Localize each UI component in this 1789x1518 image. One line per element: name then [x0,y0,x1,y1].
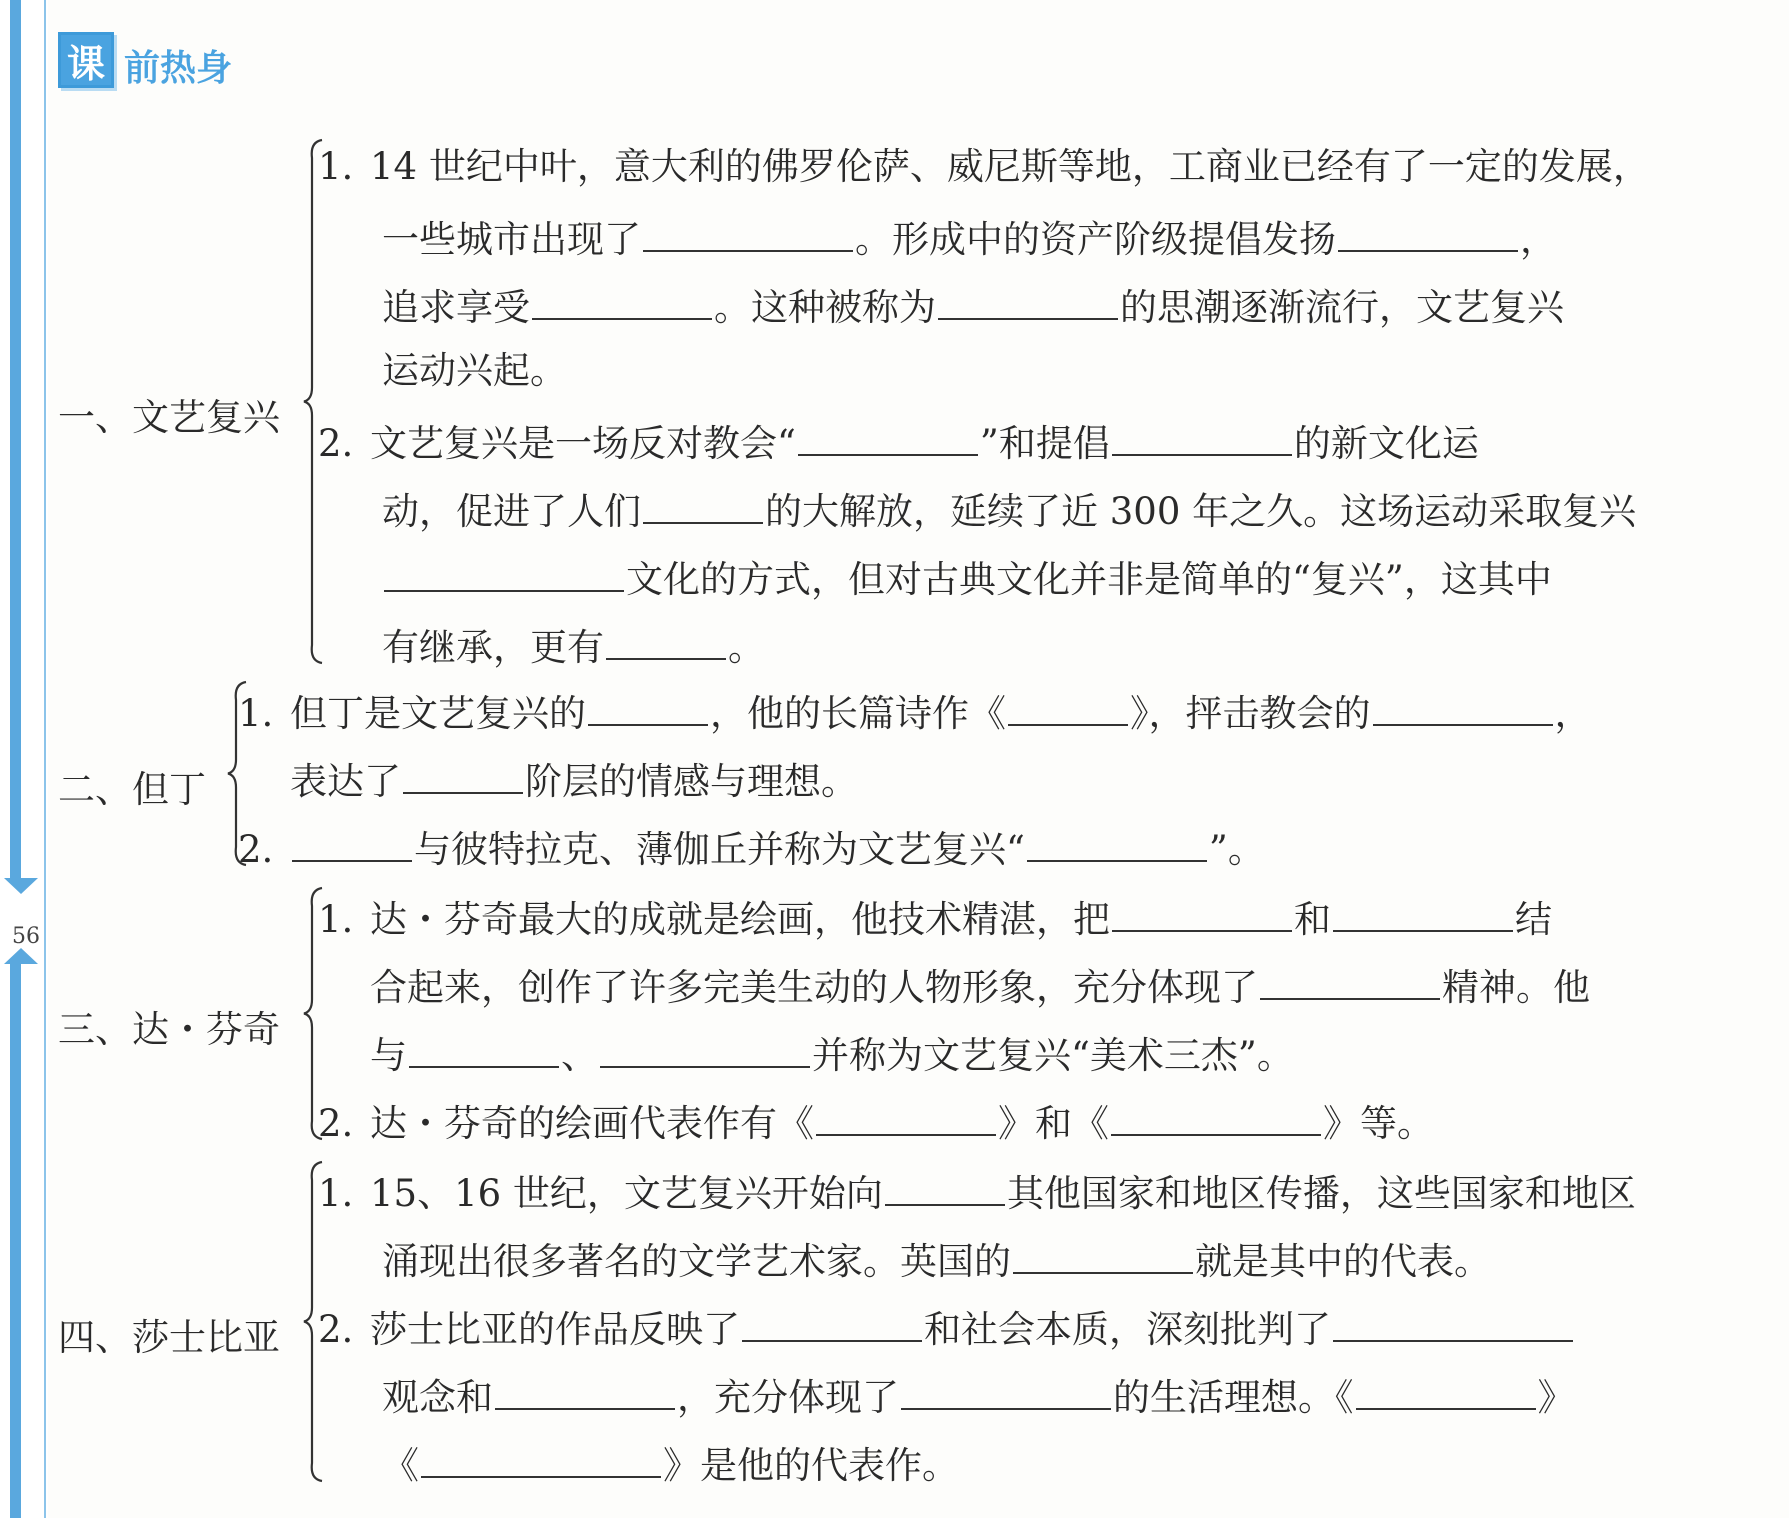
answer-blank[interactable] [1260,964,1440,1000]
text-run: 的大解放，延续了近 300 年之久。这场运动采取复兴 [765,490,1637,533]
question-line [382,1238,1491,1283]
text-run: 。形成中的资产阶级提倡发扬 [855,218,1336,261]
question-line [290,758,858,803]
question-line [318,1306,1575,1351]
text-run: ”。 [1208,828,1265,871]
curly-brace [308,1160,328,1483]
text-run: 15、16 世纪，文艺复兴开始向 [370,1172,883,1215]
answer-blank[interactable] [1027,826,1207,862]
question-line [382,1374,1575,1419]
topic-label: 三、达・芬奇 [58,1008,280,1051]
question-line [318,420,1479,465]
text-run: 达・芬奇的绘画代表作有《 [370,1102,814,1145]
answer-blank[interactable] [606,624,726,660]
answer-blank[interactable] [643,216,853,252]
item-number: 1. [318,898,354,941]
page-margin-strip [0,0,48,1518]
item-number: 1. [238,692,274,735]
text-run: 并称为文艺复兴“美术三杰”。 [812,1034,1294,1077]
text-run: 涌现出很多著名的文学艺术家。英国的 [382,1240,1011,1283]
answer-blank[interactable] [1112,420,1292,456]
topic-label: 一、文艺复兴 [58,396,280,439]
answer-blank[interactable] [495,1374,675,1410]
answer-blank[interactable] [1112,896,1292,932]
text-run: 》和《 [998,1102,1109,1145]
item-number: 2. [318,422,354,465]
answer-blank[interactable] [421,1442,661,1478]
text-run: 与 [370,1034,407,1077]
text-run: 其他国家和地区传播，这些国家和地区 [1006,1172,1636,1215]
item-number: 1. [318,145,354,188]
item-number: 2. [238,828,274,871]
question-line [382,624,765,669]
question-line [382,488,1637,533]
text-run: 《 [382,1444,419,1487]
text-run: 》是他的代表作。 [663,1444,959,1487]
topic-label: 二、但丁 [58,768,206,811]
question-line [382,284,1564,329]
answer-blank[interactable] [885,1170,1005,1206]
text-run: 追求享受 [382,286,530,329]
text-run: ， [1520,218,1557,261]
text-run: 就是其中的代表。 [1195,1240,1491,1283]
question-line [382,556,1552,601]
margin-bar-top [10,0,21,882]
text-run: 的新文化运 [1293,422,1479,465]
answer-blank[interactable] [742,1306,922,1342]
answer-blank[interactable] [409,1032,559,1068]
question-line [318,145,1650,188]
text-run: 有继承，更有 [382,626,604,669]
text-run: 14 世纪中叶，意大利的佛罗伦萨、威尼斯等地，工商业已经有了一定的发展， [370,145,1650,188]
text-run: 一些城市出现了 [382,218,641,261]
answer-blank[interactable] [1013,1238,1193,1274]
text-run: 。这种被称为 [714,286,936,329]
question-line [382,216,1557,261]
text-run: 文艺复兴是一场反对教会“ [370,422,796,465]
answer-blank[interactable] [1356,1374,1536,1410]
text-run: ，充分体现了 [677,1376,899,1419]
item-number: 1. [318,1172,354,1215]
text-run: 但丁是文艺复兴的 [290,692,586,735]
text-run: 的思潮逐渐流行，文艺复兴 [1120,286,1564,329]
text-run: 》，抨击教会的 [1130,692,1371,735]
answer-blank[interactable] [1111,1100,1321,1136]
curly-brace [308,886,328,1141]
text-run: 动，促进了人们 [382,490,641,533]
answer-blank[interactable] [403,758,523,794]
answer-blank[interactable] [1333,896,1513,932]
text-run: 运动兴起。 [382,349,567,392]
answer-blank[interactable] [643,488,763,524]
section-badge-icon: 课 [58,32,114,88]
text-run: 。 [728,626,765,669]
item-number: 2. [318,1308,354,1351]
text-run: 》等。 [1323,1102,1434,1145]
text-run: 与彼特拉克、薄伽丘并称为文艺复兴“ [414,828,1025,871]
text-run: 莎士比亚的作品反映了 [370,1308,740,1351]
question-line [382,349,567,392]
text-run: 表达了 [290,760,401,803]
text-run: 精神。他 [1442,966,1590,1009]
page-number: 56 [12,924,40,949]
answer-blank[interactable] [901,1374,1111,1410]
question-line [370,1032,1294,1077]
text-run: 和社会本质，深刻批判了 [924,1308,1331,1351]
curly-brace [308,138,328,665]
answer-blank[interactable] [588,690,708,726]
question-line [382,1442,959,1487]
question-line [238,690,1592,735]
question-line [238,826,1265,871]
margin-bar-bottom [10,962,21,1518]
text-run: 和 [1294,898,1331,941]
answer-blank[interactable] [798,420,978,456]
topic-label: 四、莎士比亚 [58,1316,280,1359]
text-run: 合起来，创作了许多完美生动的人物形象，充分体现了 [370,966,1258,1009]
answer-blank[interactable] [600,1032,810,1068]
curly-brace [232,680,252,867]
text-run: 文化的方式，但对古典文化并非是简单的“复兴”，这其中 [626,558,1552,601]
text-run: ， [1554,692,1592,735]
question-line [318,896,1552,941]
answer-blank[interactable] [816,1100,996,1136]
text-run: 的生活理想。《 [1113,1376,1354,1419]
margin-rule [44,0,46,1518]
answer-blank[interactable] [292,826,412,862]
answer-blank[interactable] [938,284,1118,320]
text-run: 》 [1537,1376,1575,1419]
answer-blank[interactable] [1333,1306,1573,1342]
answer-blank[interactable] [384,556,624,592]
item-number: 2. [318,1102,354,1145]
text-run: 达・芬奇最大的成就是绘画，他技术精湛，把 [370,898,1110,941]
question-line [318,1100,1434,1145]
question-line [318,1170,1636,1215]
answer-blank[interactable] [1373,690,1553,726]
text-run: ”和提倡 [979,422,1110,465]
text-run: ，他的长篇诗作《 [710,692,1006,735]
section-title: 前热身 [124,48,233,89]
text-run: 观念和 [382,1376,493,1419]
answer-blank[interactable] [1008,690,1128,726]
answer-blank[interactable] [1338,216,1518,252]
margin-notch-top [4,878,38,894]
margin-notch-bottom [4,948,38,964]
text-run: 阶层的情感与理想。 [525,760,858,803]
answer-blank[interactable] [532,284,712,320]
text-run: 、 [561,1034,598,1077]
text-run: 结 [1515,898,1552,941]
question-line [370,964,1590,1009]
